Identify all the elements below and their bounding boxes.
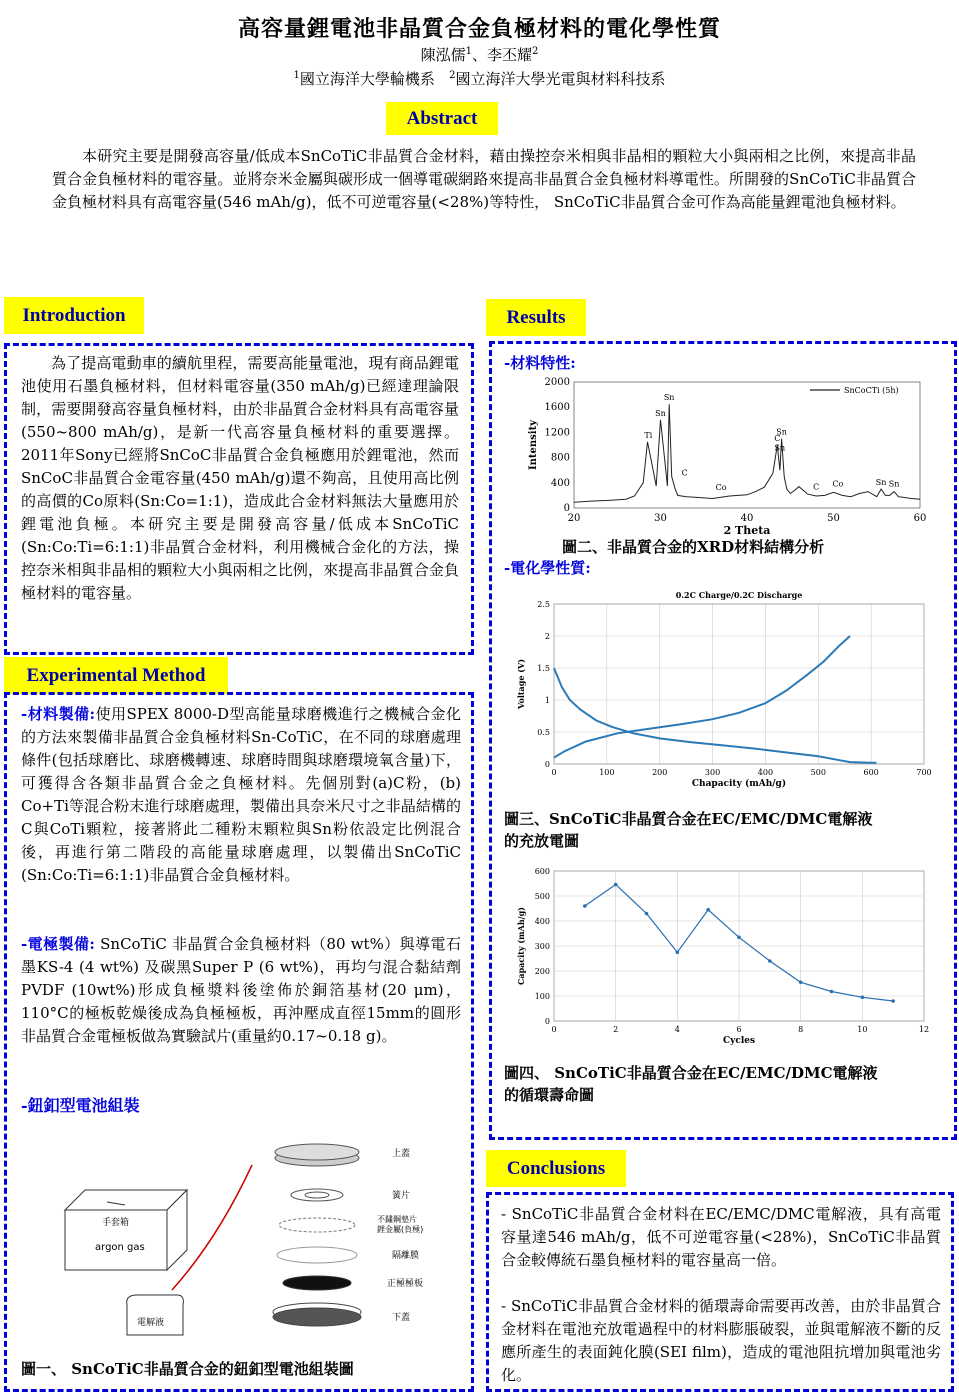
- y-tick-label: 400: [550, 477, 570, 489]
- author1-sup: 1: [465, 46, 472, 57]
- y-tick-label: 1200: [544, 427, 570, 439]
- peak-label: Co: [832, 479, 844, 489]
- part-label-bottom-cap: 下蓋: [392, 1313, 411, 1323]
- y-axis-label: Capacity (mAh/g): [516, 907, 526, 985]
- author2-sup: 2: [532, 46, 539, 57]
- fig1-caption: 圖一、 SnCoTiC非晶質合金的鈕釦型電池組裝圖: [21, 1360, 354, 1378]
- affil2: 國立海洋大學光電與材料科技系: [455, 70, 666, 88]
- x-tick-label: 100: [599, 768, 615, 777]
- conclusions-box: [486, 1192, 954, 1392]
- conclusion-point-1: - SnCoTiC非晶質合金材料在EC/EMC/DMC電解液，具有高電容量達546 mAh/g，低不可逆電容量(<28%)，SnCoTiC非晶質合金較傳統石墨負極材料的電容量高一倍。: [501, 1205, 941, 1269]
- x-tick-label: 2: [613, 1025, 619, 1034]
- plot-area: [554, 604, 924, 764]
- glovebox-label: 手套箱: [102, 1218, 130, 1228]
- part-label-spacer: 不鏽鋼墊片: [377, 1215, 417, 1224]
- y-tick-label: 1.5: [537, 664, 550, 673]
- x-tick-label: 500: [810, 768, 826, 777]
- data-point: [891, 999, 895, 1003]
- y-tick-label: 0.5: [537, 728, 550, 737]
- authors: [0, 44, 959, 65]
- results-heading: Results: [486, 299, 586, 336]
- peak-label: C: [774, 434, 781, 443]
- data-point: [645, 912, 649, 916]
- x-tick-label: 50: [827, 513, 840, 524]
- conclusion-point-2: - SnCoTiC非晶質合金材料的循環壽命需要再改善，由於非晶質合金材料在電池充放電過程中的材料膨脹破裂，並與電解液不斷的反應所產生的表面鈍化膜(SEI film)，造成的電池阻抗增加與電池劣化。: [501, 1297, 941, 1384]
- data-point: [583, 904, 587, 908]
- y-tick-label: 200: [534, 967, 550, 976]
- x-tick-label: 300: [704, 768, 721, 777]
- x-tick-label: 20: [567, 513, 581, 524]
- x-tick-label: 40: [740, 513, 754, 524]
- prep-label: -材料製備:: [21, 705, 96, 723]
- material-label: -材料特性:: [504, 354, 576, 372]
- x-tick-label: 6: [736, 1025, 742, 1034]
- y-tick-label: 1: [544, 696, 550, 705]
- plot-area: [574, 382, 920, 508]
- peak-label: Sn: [655, 408, 666, 418]
- introduction-box: [4, 343, 474, 655]
- introduction-text: 為了提高電動車的續航里程，需要高能量電池，現有商品鋰電池使用石墨負極材料，但材料電容量(350 mAh/g)已經達理論限制，需要開發高容量負極材料，由於非晶質合金材料具有高電容量(550~800 mAh/g)，是新一代高容量負極材料的重要選擇。2011年Sony已經將SnCoC非晶質合金負極應用於鋰電池，然而SnCoC非晶質合金電容量(450 mAh/g)還不夠高，且使用高比例的高價的Co原料(Sn:Co=1:1)，造成此合金材料無法大量應用於鋰電池負極。本研究主要是開發高容量/低成本SnCoTiC (Sn:Co:Ti=6:1:1)非晶質合金材料，利用機械合金化的方法，操控奈米相與非晶相的顆粒大小與兩相之比例，來提高非晶質合金負極材料的電容量。: [21, 354, 459, 602]
- glovebox-top: [65, 1190, 187, 1210]
- introduction-heading: Introduction: [4, 297, 144, 334]
- data-point: [768, 959, 772, 963]
- affil1: 國立海洋大學輪機系: [299, 70, 435, 88]
- top-cap-top: [275, 1144, 359, 1160]
- part-label-spring: 簧片: [392, 1191, 411, 1201]
- fig2-caption: 圖二、非晶質合金的XRD材料結構分析: [562, 538, 825, 556]
- legend-label: SnCoCTi (5h): [844, 386, 899, 395]
- x-tick-label: 0: [551, 1025, 557, 1034]
- x-tick-label: 60: [913, 513, 927, 524]
- data-point: [737, 935, 741, 939]
- conclusions-heading: Conclusions: [486, 1150, 626, 1187]
- x-tick-label: 4: [674, 1025, 680, 1034]
- x-tick-label: 0: [551, 768, 557, 777]
- y-axis-label: Voltage (V): [516, 659, 526, 709]
- y-tick-label: 500: [534, 892, 550, 901]
- spacer-lithium: [279, 1218, 355, 1232]
- y-tick-label: 2: [544, 632, 550, 641]
- peak-label: Ti: [644, 430, 653, 440]
- peak-label: Sn: [774, 443, 786, 453]
- affil2-sup: 2: [449, 70, 456, 81]
- y-tick-label: 2.5: [537, 600, 550, 609]
- y-tick-label: 800: [550, 452, 570, 464]
- abstract-text: 本研究主要是開發高容量/低成本SnCoTiC非晶質合金材料，藉由操控奈米相與非晶相的顆粒大小與兩相之比例，來提高非晶質合金負極材料的電容量。並將奈米金屬與碳形成一個導電碳網路來提高非晶質合金負極材料導電性。所開發的SnCoTiC非晶質合金負極材料具有高電容量(546 mAh/g)，低不可逆電容量(<28%)等特性， SnCoTiC非晶質合金可作為高能量鋰電池負極材料。: [52, 147, 916, 211]
- peak-label: Sn: [663, 393, 675, 403]
- author1: 陳泓儒: [420, 46, 466, 64]
- argon-label: argon gas: [95, 1242, 145, 1253]
- x-tick-label: 600: [863, 768, 879, 777]
- x-tick-label: 200: [652, 768, 668, 777]
- y-tick-label: 600: [534, 867, 550, 876]
- prep-text: 使用SPEX 8000-D型高能量球磨機進行之機械合金化的方法來製備非晶質合金負極材料Sn-CoTiC，在不同的球磨處理條件(包括球磨比、球磨機轉速、球磨時間與球磨環境氧含量)下，可獲得含各類非晶質合金之負極材料。先個別對(a)C粉，(b) Co+Ti等混合粉末進行球磨處理，製備出具奈米尺寸之非晶結構的C與CoTi顆粒，接著將此二種粉末顆粒與Sn粉依設定比例混合後，再進行第二階段的高能量球磨處理，以製備出SnCoTiC (Sn:Co:Ti=6:1:1)非晶質合金負極材料。: [21, 705, 462, 884]
- data-point: [614, 883, 618, 887]
- x-axis-label: Chapacity (mAh/g): [691, 779, 787, 789]
- peak-label: Sn: [888, 479, 900, 489]
- separator: [277, 1247, 357, 1263]
- peak-label: Co: [715, 483, 727, 493]
- y-tick-label: 1600: [544, 402, 570, 414]
- fig4-caption-1: 圖四、 SnCoTiC非晶質合金在EC/EMC/DMC電解液: [504, 1064, 878, 1082]
- electrode-label: -電極製備:: [21, 935, 95, 953]
- fig4-caption-2: 的循環壽命圖: [504, 1086, 595, 1104]
- y-tick-label: 400: [534, 917, 550, 926]
- data-point: [706, 908, 710, 912]
- data-point: [861, 995, 865, 999]
- y-tick-label: 0: [563, 503, 570, 514]
- data-point: [830, 990, 834, 994]
- chart-title: 0.2C Charge/0.2C Discharge: [675, 590, 803, 600]
- assembly-label: -鈕釦型電池組裝: [21, 1096, 140, 1115]
- fig3-caption-2: 的充放電圖: [504, 832, 580, 850]
- xrd-chart: [510, 374, 940, 534]
- peak-label: Sn: [875, 478, 887, 488]
- author2: 、李丕耀: [472, 46, 533, 64]
- electrolyte-label: 電解液: [137, 1318, 165, 1328]
- method-box: [4, 692, 474, 1392]
- data-point: [676, 950, 680, 954]
- part-label-cathode: 正極極板: [387, 1279, 424, 1289]
- part-label-separator: 隔離膜: [392, 1251, 420, 1261]
- part-label-lithium: 鋰金屬(負極): [377, 1225, 424, 1234]
- cathode: [283, 1276, 351, 1290]
- y-tick-label: 0: [544, 760, 550, 769]
- x-axis-label: Cycles: [722, 1036, 756, 1046]
- peak-label: Sn: [776, 427, 787, 437]
- y-tick-label: 0: [544, 1017, 550, 1026]
- x-tick-label: 400: [757, 768, 774, 777]
- electrode-text: SnCoTiC 非晶質合金負極材料（80 wt%）與導電石墨KS-4 (4 wt%) 及碳黑Super P (6 wt%)，再均勻混合黏結劑PVDF (10wt%)形成負極漿料後塗佈於銅箔基材(20 μm)，110°C的極板乾燥後成為負極極板，再沖壓成直徑15mm的圓形非晶質合金電極板做為實驗試片(重量約0.17~0.18 g)。: [21, 935, 461, 1045]
- spring-inner: [305, 1192, 329, 1198]
- electro-label: -電化學性質:: [504, 559, 591, 577]
- x-tick-label: 700: [916, 768, 932, 777]
- peak-label: C: [681, 468, 688, 478]
- x-tick-label: 8: [798, 1025, 804, 1034]
- part-label-top-cap: 上蓋: [392, 1149, 411, 1159]
- method-heading: Experimental Method: [4, 657, 228, 694]
- y-tick-label: 2000: [544, 377, 570, 388]
- data-point: [799, 980, 803, 984]
- charge-discharge-chart: [514, 584, 934, 794]
- results-box: [489, 341, 957, 1140]
- cycle-life-chart: [514, 859, 934, 1054]
- x-tick-label: 12: [918, 1025, 930, 1034]
- coin-cell-assembly-figure: [47, 1140, 447, 1365]
- y-tick-label: 100: [534, 992, 550, 1001]
- page-title: 高容量鋰電池非晶質合金負極材料的電化學性質: [237, 16, 721, 42]
- method-electrode: [21, 933, 461, 1048]
- affil1-sup: 1: [293, 70, 300, 81]
- affiliations: [0, 68, 959, 89]
- peak-label: C: [813, 482, 820, 492]
- fig3-caption-1: 圖三、SnCoTiC非晶質合金在EC/EMC/DMC電解液: [504, 810, 873, 828]
- method-prep: [21, 703, 461, 887]
- y-axis-label: Intensity: [528, 419, 539, 471]
- electrolyte-bottle: [127, 1295, 184, 1335]
- x-axis-label: 2 Theta: [723, 524, 771, 534]
- abstract-heading: Abstract: [386, 102, 498, 135]
- x-tick-label: 10: [857, 1025, 868, 1034]
- y-tick-label: 300: [534, 942, 550, 951]
- bottom-cap-base: [273, 1308, 361, 1326]
- x-tick-label: 30: [654, 513, 667, 524]
